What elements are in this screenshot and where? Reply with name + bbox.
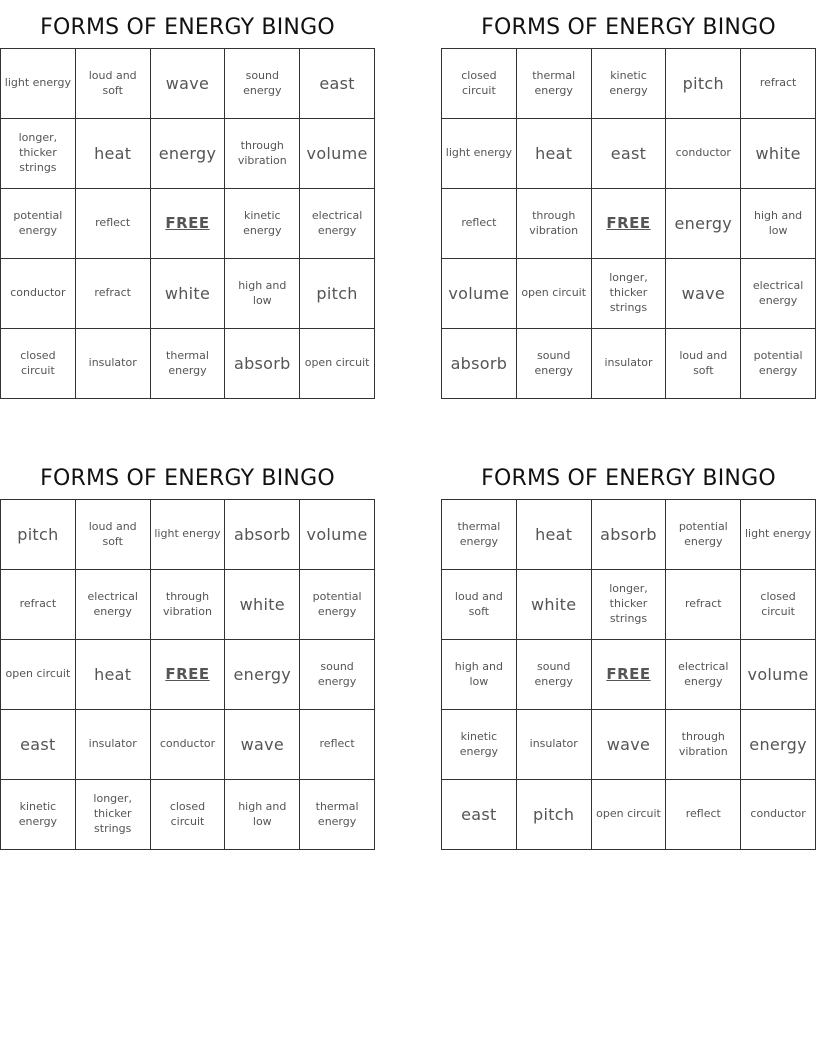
free-space: FREE [592, 189, 667, 259]
bingo-grid [0, 499, 375, 850]
bingo-cell: conductor [741, 780, 816, 850]
bingo-cell: refract [666, 570, 741, 640]
card-title: FORMS OF ENERGY BINGO [481, 466, 776, 491]
card-title: FORMS OF ENERGY BINGO [40, 15, 335, 40]
bingo-cell: sound energy [517, 329, 592, 399]
bingo-cell: loud and soft [666, 329, 741, 399]
bingo-cell: energy [151, 119, 226, 189]
bingo-cell: white [151, 259, 226, 329]
bingo-cell: light energy [741, 500, 816, 570]
bingo-cell: longer, thicker strings [592, 259, 667, 329]
bingo-cell: kinetic energy [225, 189, 300, 259]
bingo-cell: kinetic energy [442, 710, 517, 780]
card-title: FORMS OF ENERGY BINGO [40, 466, 335, 491]
free-space: FREE [592, 640, 667, 710]
bingo-cell: reflect [442, 189, 517, 259]
bingo-cell: reflect [300, 710, 375, 780]
bingo-cell: reflect [76, 189, 151, 259]
bingo-cell: insulator [76, 710, 151, 780]
bingo-cell: thermal energy [517, 49, 592, 119]
bingo-cell: energy [741, 710, 816, 780]
bingo-cell: light energy [442, 119, 517, 189]
bingo-cell: through vibration [151, 570, 226, 640]
bingo-cell: sound energy [517, 640, 592, 710]
bingo-cell: white [517, 570, 592, 640]
bingo-grid [441, 499, 816, 850]
bingo-cell: conductor [666, 119, 741, 189]
bingo-cell: heat [517, 500, 592, 570]
bingo-cell: high and low [225, 259, 300, 329]
bingo-cell: open circuit [300, 329, 375, 399]
bingo-cell: volume [300, 119, 375, 189]
bingo-cell: volume [741, 640, 816, 710]
bingo-cell: loud and soft [76, 500, 151, 570]
bingo-cell: open circuit [517, 259, 592, 329]
bingo-cell: insulator [76, 329, 151, 399]
bingo-cell: through vibration [225, 119, 300, 189]
bingo-cell: high and low [442, 640, 517, 710]
bingo-cell: longer, thicker strings [76, 780, 151, 850]
bingo-grid [441, 48, 816, 399]
bingo-cell: wave [151, 49, 226, 119]
bingo-cell: conductor [151, 710, 226, 780]
bingo-cell: wave [225, 710, 300, 780]
bingo-cell: electrical energy [76, 570, 151, 640]
bingo-cell: electrical energy [741, 259, 816, 329]
bingo-cell: volume [442, 259, 517, 329]
bingo-cell: closed circuit [1, 329, 76, 399]
bingo-cell: heat [517, 119, 592, 189]
bingo-cell: pitch [666, 49, 741, 119]
bingo-cell: through vibration [517, 189, 592, 259]
bingo-cell: longer, thicker strings [592, 570, 667, 640]
bingo-cell: sound energy [225, 49, 300, 119]
bingo-cell: thermal energy [442, 500, 517, 570]
bingo-cell: open circuit [1, 640, 76, 710]
bingo-cell: white [741, 119, 816, 189]
bingo-cell: potential energy [741, 329, 816, 399]
bingo-cell: open circuit [592, 780, 667, 850]
bingo-cell: high and low [741, 189, 816, 259]
bingo-cell: east [300, 49, 375, 119]
bingo-cell: through vibration [666, 710, 741, 780]
bingo-cell: closed circuit [741, 570, 816, 640]
bingo-cell: pitch [517, 780, 592, 850]
bingo-cell: refract [76, 259, 151, 329]
bingo-cell: closed circuit [151, 780, 226, 850]
bingo-cell: pitch [1, 500, 76, 570]
bingo-cell: potential energy [1, 189, 76, 259]
bingo-cell: light energy [1, 49, 76, 119]
bingo-cell: wave [666, 259, 741, 329]
bingo-cell: absorb [442, 329, 517, 399]
bingo-cell: volume [300, 500, 375, 570]
bingo-cell: east [592, 119, 667, 189]
bingo-cell: east [442, 780, 517, 850]
bingo-cell: sound energy [300, 640, 375, 710]
bingo-cell: kinetic energy [592, 49, 667, 119]
bingo-cell: thermal energy [151, 329, 226, 399]
bingo-cell: absorb [225, 329, 300, 399]
bingo-cell: kinetic energy [1, 780, 76, 850]
bingo-cell: insulator [592, 329, 667, 399]
bingo-cell: reflect [666, 780, 741, 850]
bingo-cell: thermal energy [300, 780, 375, 850]
bingo-grid [0, 48, 375, 399]
bingo-cell: white [225, 570, 300, 640]
bingo-cell: heat [76, 119, 151, 189]
bingo-cell: closed circuit [442, 49, 517, 119]
bingo-cell: light energy [151, 500, 226, 570]
bingo-cell: pitch [300, 259, 375, 329]
bingo-cell: potential energy [666, 500, 741, 570]
bingo-cell: conductor [1, 259, 76, 329]
bingo-cell: wave [592, 710, 667, 780]
bingo-cell: absorb [592, 500, 667, 570]
free-space: FREE [151, 640, 226, 710]
bingo-cell: heat [76, 640, 151, 710]
bingo-cell: absorb [225, 500, 300, 570]
bingo-cell: east [1, 710, 76, 780]
bingo-cell: potential energy [300, 570, 375, 640]
bingo-cell: electrical energy [666, 640, 741, 710]
bingo-cell: refract [1, 570, 76, 640]
bingo-cell: electrical energy [300, 189, 375, 259]
bingo-cell: refract [741, 49, 816, 119]
bingo-cell: loud and soft [442, 570, 517, 640]
bingo-cell: loud and soft [76, 49, 151, 119]
bingo-cell: energy [225, 640, 300, 710]
bingo-cell: longer, thicker strings [1, 119, 76, 189]
card-title: FORMS OF ENERGY BINGO [481, 15, 776, 40]
bingo-cell: high and low [225, 780, 300, 850]
free-space: FREE [151, 189, 226, 259]
bingo-cell: energy [666, 189, 741, 259]
bingo-cell: insulator [517, 710, 592, 780]
